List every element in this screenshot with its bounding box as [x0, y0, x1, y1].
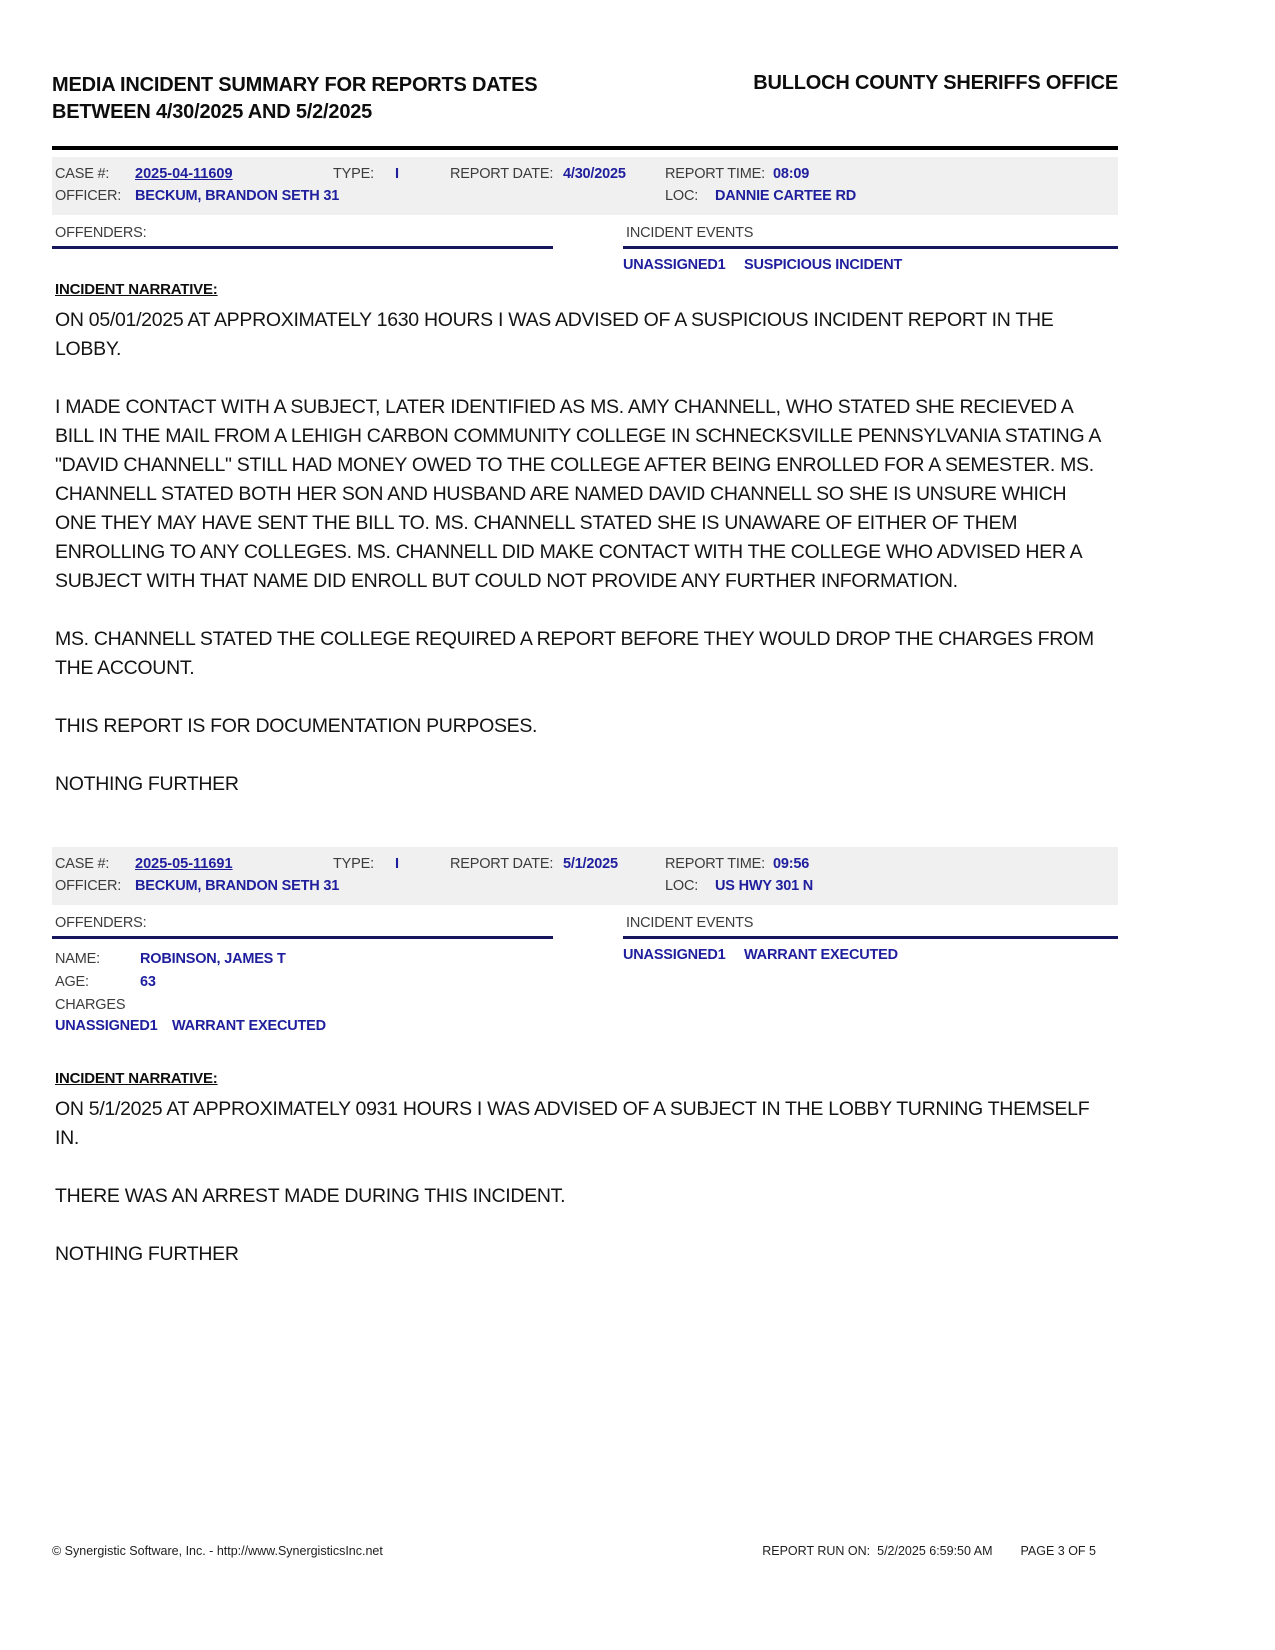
incident-events-header: INCIDENT EVENTS [623, 913, 1118, 939]
charges-label: CHARGES [55, 997, 126, 1013]
type-value: I [395, 856, 399, 872]
narrative-paragraph: I MADE CONTACT WITH A SUBJECT, LATER IDENTIFIED AS MS. AMY CHANNELL, WHO STATED SHE RECIEVED A BILL IN THE MAIL FROM A LEHIGH CARBON COMMUNITY COLLEGE IN SCHNECKSVILLE PENNSYLVANIA STATING A "DAVID CHANNELL" STILL HAD MONEY OWED TO THE COLLEGE AFTER BEING ENROLLED FOR A SEMESTER. MS. CHANNELL STATED BOTH HER SON AND HUSBAND ARE NAMED DAVID CHANNELL SO SHE IS UNSURE WHICH ONE THEY MAY HAVE SENT THE BILL TO. MS. CHANNELL STATED SHE IS UNAWARE OF EITHER OF THEM ENROLLING TO ANY COLLEGES. MS. CHANNELL DID MAKE CONTACT WITH THE COLLEGE WHO ADVISED HER A SUBJECT WITH THAT NAME DID ENROLL BUT COULD NOT PROVIDE ANY FURTHER INFORMATION. [55, 396, 1100, 592]
page-title-line2: BETWEEN 4/30/2025 AND 5/2/2025 [52, 101, 373, 123]
report-date-value: 5/1/2025 [563, 856, 618, 872]
incident-narrative [52, 281, 1118, 799]
incident-event-row [623, 257, 1118, 279]
case-columns [52, 913, 1118, 1038]
narrative-paragraph: THERE WAS AN ARREST MADE DURING THIS INCIDENT. [55, 1185, 566, 1207]
incident-narrative [52, 1070, 1118, 1269]
case-block-2 [52, 847, 1118, 1269]
case-number-label: CASE #: [55, 166, 110, 182]
case-header-row-2 [52, 186, 1118, 208]
report-run-on-label: REPORT RUN ON: [762, 1544, 871, 1558]
report-time-label: REPORT TIME: [665, 856, 765, 872]
event-description: SUSPICIOUS INCIDENT [744, 257, 903, 273]
header-divider [52, 146, 1118, 150]
page-footer [52, 1544, 1118, 1558]
narrative-paragraph: NOTHING FURTHER [55, 1243, 239, 1265]
page-title-line1: MEDIA INCIDENT SUMMARY FOR REPORTS DATES [52, 74, 538, 96]
report-time-value: 09:56 [773, 856, 810, 872]
narrative-paragraph: MS. CHANNELL STATED THE COLLEGE REQUIRED A REPORT BEFORE THEY WOULD DROP THE CHARGES FROM THE ACCOUNT. [55, 628, 1094, 679]
offender-name-value: ROBINSON, JAMES T [140, 951, 286, 967]
officer-label: OFFICER: [55, 878, 122, 894]
report-date-label: REPORT DATE: [450, 856, 554, 872]
agency-name: BULLOCH COUNTY SHERIFFS OFFICE [753, 72, 1118, 94]
officer-value: BECKUM, BRANDON SETH 31 [135, 188, 340, 204]
officer-label: OFFICER: [55, 188, 122, 204]
event-code: UNASSIGNED1 [623, 947, 726, 963]
incident-events-header: INCIDENT EVENTS [623, 223, 1118, 249]
event-description: WARRANT EXECUTED [744, 947, 898, 963]
narrative-paragraph: THIS REPORT IS FOR DOCUMENTATION PURPOSES. [55, 715, 538, 737]
offender-age-row [52, 970, 553, 993]
case-header-band [52, 847, 1118, 905]
incident-events-column [623, 913, 1118, 969]
report-header [52, 72, 1118, 126]
loc-value: US HWY 301 N [715, 878, 814, 894]
case-columns [52, 223, 1118, 273]
narrative-paragraph: ON 5/1/2025 AT APPROXIMATELY 0931 HOURS I WAS ADVISED OF A SUBJECT IN THE LOBBY TURNING THEMSELF IN. [55, 1098, 1090, 1149]
report-time-label: REPORT TIME: [665, 166, 765, 182]
narrative-paragraph: ON 05/01/2025 AT APPROXIMATELY 1630 HOURS I WAS ADVISED OF A SUSPICIOUS INCIDENT REPORT IN THE LOBBY. [55, 309, 1054, 360]
offenders-header: OFFENDERS: [52, 223, 553, 249]
case-header-row-2 [52, 876, 1118, 898]
incident-narrative-header: INCIDENT NARRATIVE: [55, 1070, 218, 1087]
page-indicator: PAGE 3 OF 5 [1020, 1544, 1096, 1558]
name-label: NAME: [55, 951, 100, 967]
officer-value: BECKUM, BRANDON SETH 31 [135, 878, 340, 894]
incident-narrative-header: INCIDENT NARRATIVE: [55, 281, 218, 298]
case-header-row-1 [52, 164, 1118, 186]
charge-row [52, 1016, 553, 1038]
type-label: TYPE: [333, 166, 374, 182]
charge-description: WARRANT EXECUTED [172, 1018, 326, 1034]
case-header-row-1 [52, 854, 1118, 876]
case-block-1 [52, 157, 1118, 799]
report-date-value: 4/30/2025 [563, 166, 626, 182]
offender-age-value: 63 [140, 974, 156, 990]
narrative-paragraph: NOTHING FURTHER [55, 773, 239, 795]
incident-events-column [623, 223, 1118, 279]
case-number-link[interactable]: 2025-05-11691 [135, 856, 233, 872]
type-value: I [395, 166, 399, 182]
age-label: AGE: [55, 974, 89, 990]
offenders-column [52, 223, 553, 249]
charge-code: UNASSIGNED1 [55, 1018, 158, 1034]
type-label: TYPE: [333, 856, 374, 872]
copyright-text: © Synergistic Software, Inc. - http://www.SynergisticsInc.net [52, 1544, 383, 1558]
loc-label: LOC: [665, 878, 699, 894]
report-run-info [762, 1544, 1096, 1558]
event-code: UNASSIGNED1 [623, 257, 726, 273]
page-title [52, 72, 537, 126]
report-time-value: 08:09 [773, 166, 810, 182]
incident-event-row [623, 947, 1118, 969]
case-number-link[interactable]: 2025-04-11609 [135, 166, 233, 182]
charges-header-row [52, 993, 553, 1016]
loc-value: DANNIE CARTEE RD [715, 188, 856, 204]
offender-name-row [52, 947, 553, 970]
case-header-band [52, 157, 1118, 215]
report-run-on-value: 5/2/2025 6:59:50 AM [877, 1544, 993, 1558]
case-number-label: CASE #: [55, 856, 110, 872]
report-date-label: REPORT DATE: [450, 166, 554, 182]
offenders-header: OFFENDERS: [52, 913, 553, 939]
loc-label: LOC: [665, 188, 699, 204]
offenders-column [52, 913, 553, 1038]
